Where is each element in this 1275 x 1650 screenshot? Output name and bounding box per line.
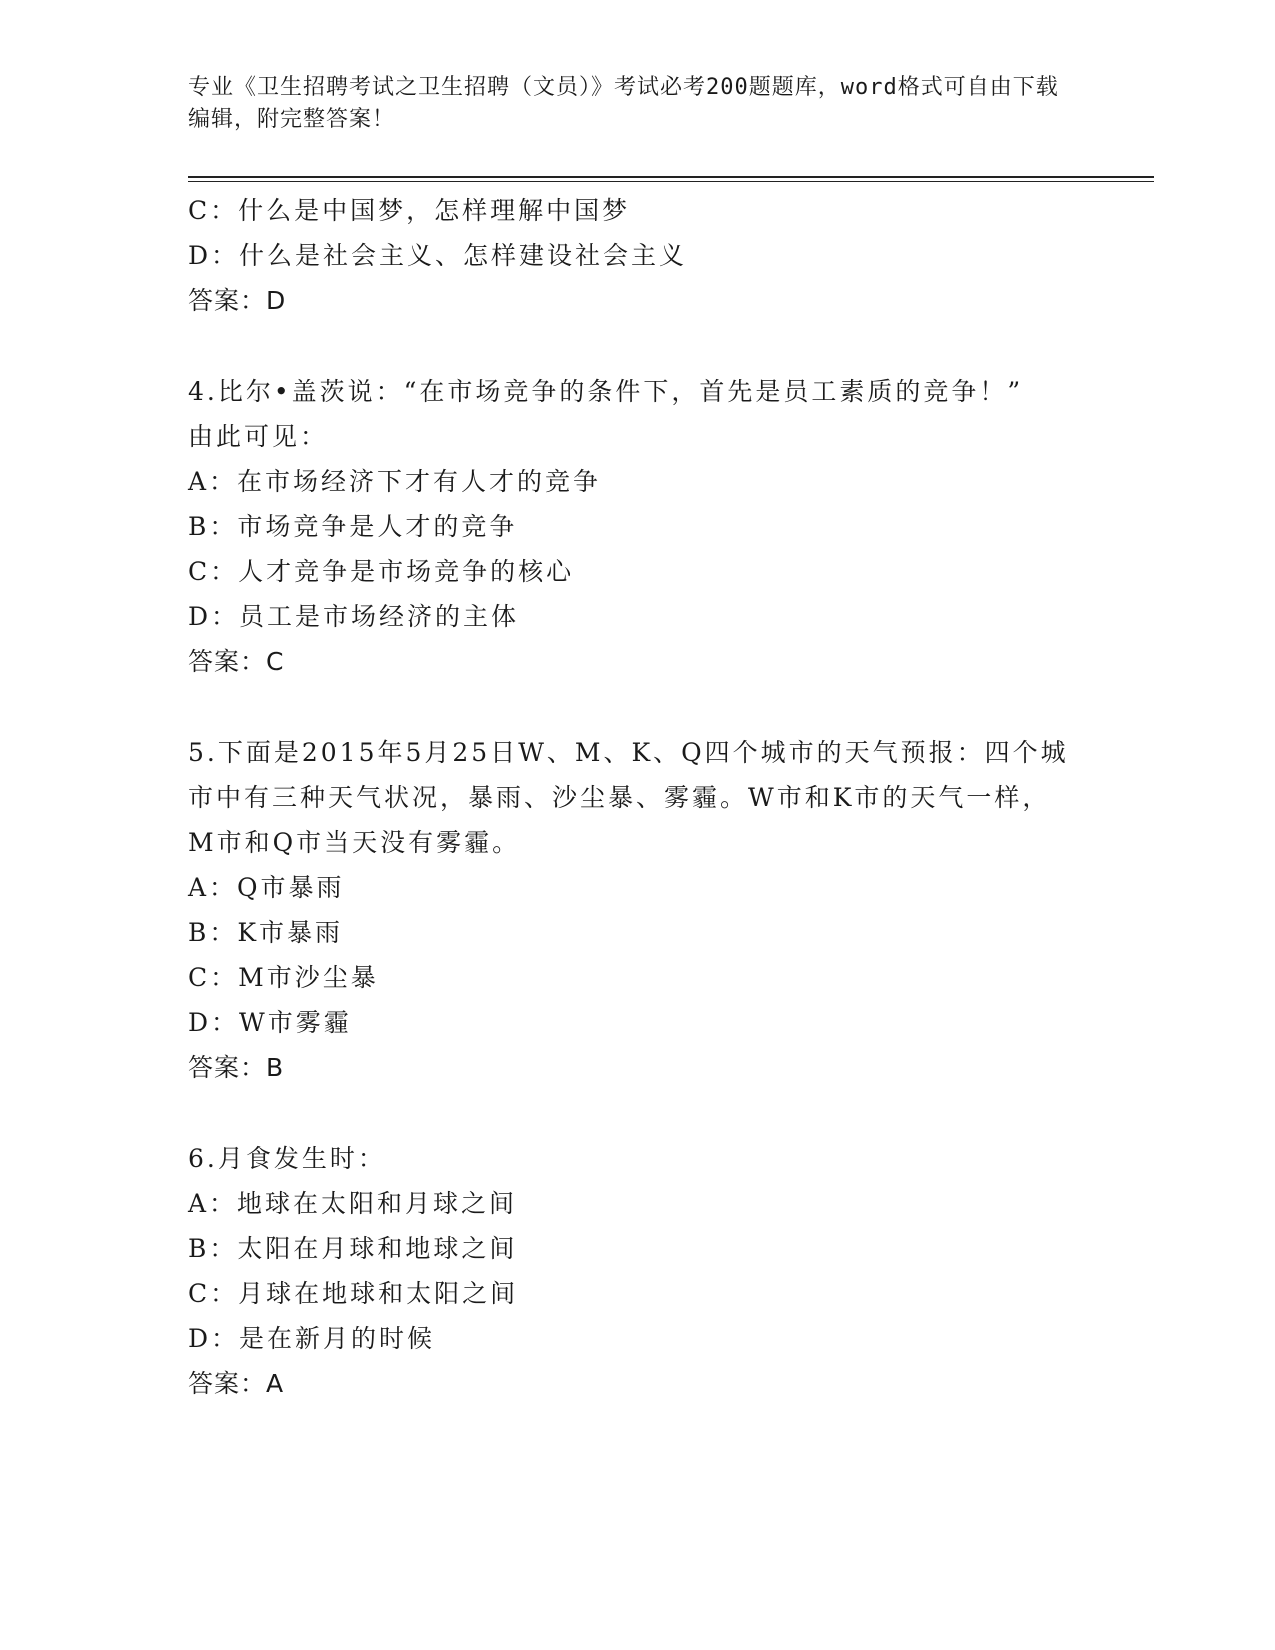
- option-c: C：什么是中国梦，怎样理解中国梦: [188, 196, 631, 225]
- answer-line: 答案：A: [188, 1369, 285, 1398]
- question-block-5: [188, 730, 1088, 1090]
- answer-line: 答案：D: [188, 286, 287, 315]
- option-a: A：在市场经济下才有人才的竞争: [188, 467, 602, 496]
- option-b: B：市场竞争是人才的竞争: [188, 512, 518, 541]
- question-block-3-continued: [188, 188, 1088, 323]
- document-body: [188, 188, 1088, 1406]
- question-block-4: [188, 369, 1088, 684]
- option-a: A：Q市暴雨: [188, 873, 345, 902]
- option-c: C：月球在地球和太阳之间: [188, 1279, 519, 1308]
- option-d: D：是在新月的时候: [188, 1324, 436, 1353]
- option-d: D：W市雾霾: [188, 1008, 352, 1037]
- question-block-6: [188, 1136, 1088, 1406]
- header-divider-thin: [188, 181, 1154, 182]
- answer-line: 答案：C: [188, 647, 285, 676]
- option-c: C：M市沙尘暴: [188, 963, 379, 992]
- option-a: A：地球在太阳和月球之间: [188, 1189, 518, 1218]
- question-stem: M市和Q市当天没有雾霾。: [188, 828, 521, 857]
- question-stem: 由此可见：: [188, 422, 329, 451]
- option-b: B：K市暴雨: [188, 918, 344, 947]
- question-stem: 6.月食发生时：: [188, 1144, 386, 1173]
- answer-line: 答案：B: [188, 1053, 285, 1082]
- document-header: 专业《卫生招聘考试之卫生招聘（文员）》考试必考200题题库，word格式可自由下载编辑，附完整答案！: [188, 75, 1059, 132]
- question-stem: 市中有三种天气状况，暴雨、沙尘暴、雾霾。W市和K市的天气一样，: [188, 783, 1051, 812]
- option-b: B：太阳在月球和地球之间: [188, 1234, 518, 1263]
- header-divider-thick: [188, 176, 1154, 178]
- option-c: C：人才竞争是市场竞争的核心: [188, 557, 575, 586]
- question-stem: 5.下面是2015年5月25日W、M、K、Q四个城市的天气预报：四个城: [188, 738, 1069, 767]
- option-d: D：什么是社会主义、怎样建设社会主义: [188, 241, 688, 270]
- option-d: D：员工是市场经济的主体: [188, 602, 520, 631]
- question-stem: 4.比尔•盖茨说：“在市场竞争的条件下，首先是员工素质的竞争！”: [188, 377, 1024, 406]
